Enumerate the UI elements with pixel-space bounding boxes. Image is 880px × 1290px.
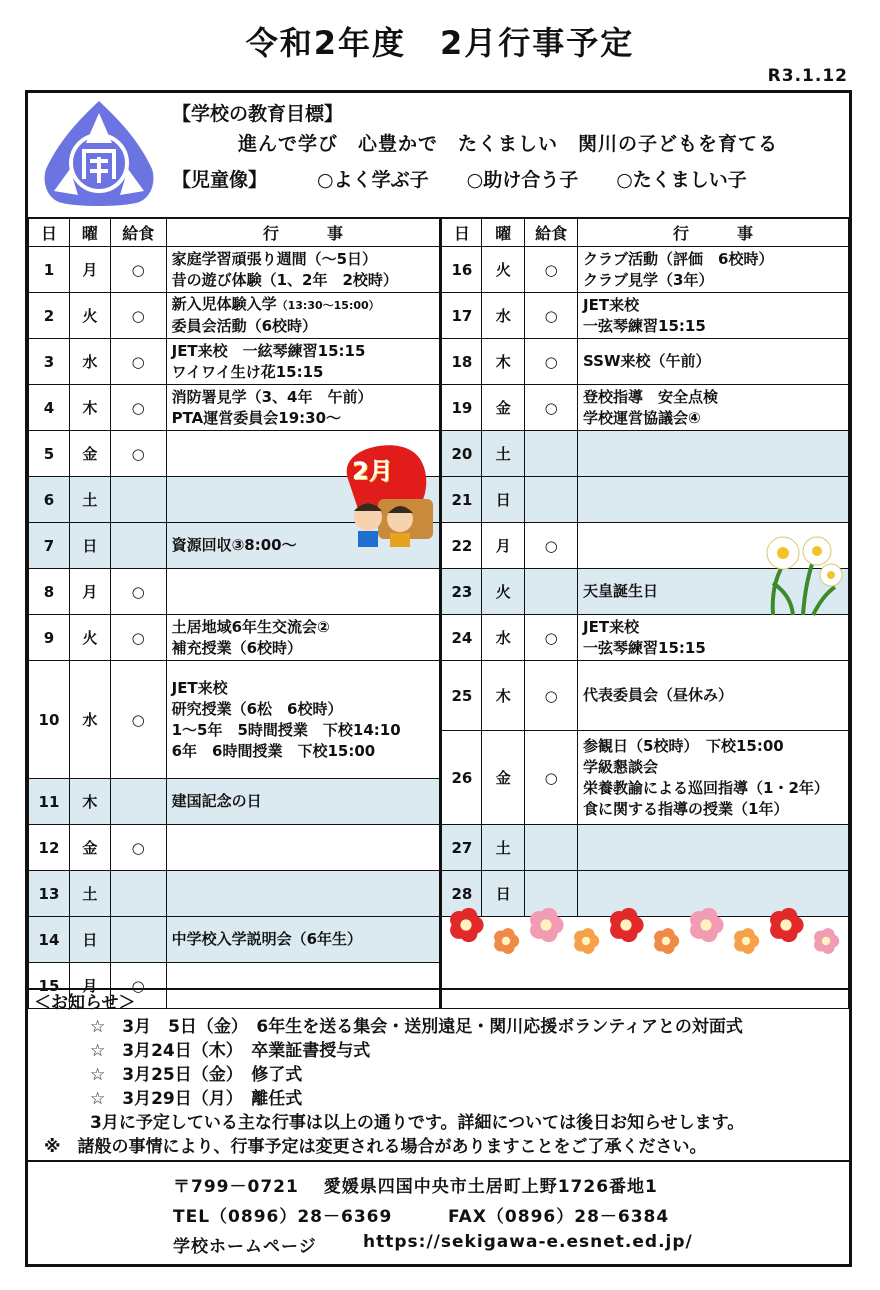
day-number: 21	[441, 477, 482, 523]
lunch-mark: ○	[110, 615, 166, 661]
weekday: 水	[482, 293, 525, 339]
table-row	[29, 431, 849, 477]
event-label: JET来校	[171, 678, 228, 697]
event-label: ワイワイ生け花15:15	[171, 362, 324, 381]
schedule-frame	[25, 90, 852, 1267]
event-label: SSW来校（午前）	[583, 352, 711, 370]
event-cell	[578, 247, 849, 293]
day-number: 20	[441, 431, 482, 477]
weekday: 金	[482, 385, 525, 431]
table-row	[29, 661, 849, 731]
event-text	[583, 249, 848, 270]
lunch-mark: ○	[110, 661, 166, 779]
lunch-mark: ○	[525, 247, 578, 293]
weekday: 火	[482, 247, 525, 293]
header-day: 日	[29, 218, 70, 247]
weekday: 木	[482, 339, 525, 385]
event-cell	[578, 385, 849, 431]
event-label: 学級懇談会	[583, 757, 659, 776]
event-label: JET来校	[583, 295, 640, 314]
event-label: 委員会活動（6校時）	[171, 317, 318, 335]
lunch-mark	[110, 477, 166, 523]
day-number: 5	[29, 431, 70, 477]
event-text	[583, 638, 848, 659]
plum-blossom-border-image	[448, 901, 846, 961]
weekday: 金	[69, 825, 110, 871]
day-number: 19	[441, 385, 482, 431]
day-number: 2	[29, 293, 70, 339]
event-cell	[578, 731, 849, 825]
table-header	[29, 218, 849, 247]
weekday: 木	[482, 661, 525, 731]
event-cell	[166, 615, 441, 661]
event-label: 補充授業（6校時）	[171, 638, 303, 657]
day-number: 1	[29, 247, 70, 293]
day-number: 11	[29, 779, 70, 825]
event-text	[583, 270, 848, 291]
day-number: 13	[29, 871, 70, 917]
lunch-mark	[525, 825, 578, 871]
lunch-mark: ○	[525, 615, 578, 661]
child-image-label: 【児童像】	[172, 169, 268, 191]
event-text	[583, 617, 848, 638]
calendar-table	[28, 217, 849, 1009]
table-row	[29, 569, 849, 615]
event-text	[172, 249, 440, 270]
event-label: 代表委員会（昼休み）	[583, 686, 734, 704]
event-text	[172, 929, 440, 950]
event-label: 家庭学習頑張り週間（～5日）	[171, 249, 378, 268]
goals-heading: 【学校の教育目標】	[172, 103, 344, 125]
weekday: 月	[69, 963, 110, 1009]
weekday: 木	[69, 385, 110, 431]
event-label: 資源回収③8:00～	[171, 536, 297, 554]
event-label: 消防署見学（3、4年 午前）	[171, 387, 373, 406]
event-text	[583, 685, 848, 706]
day-number: 3	[29, 339, 70, 385]
event-label: クラブ活動（評価 6校時）	[583, 249, 774, 268]
child-image-item: ○よく学ぶ子	[317, 169, 429, 191]
header-event: 行 事	[166, 218, 441, 247]
event-text	[172, 638, 440, 659]
lunch-mark: ○	[525, 293, 578, 339]
table-row	[29, 523, 849, 569]
event-label: JET来校	[583, 617, 640, 636]
page-title: 令和2年度 2月行事予定	[245, 24, 635, 62]
table-row	[29, 477, 849, 523]
notice-item: ☆ 3月 5日（金） 6年生を送る集会・送別遠足・関川応援ボランティアとの対面式	[90, 1017, 743, 1037]
event-cell	[578, 477, 849, 523]
child-image-row	[172, 165, 785, 192]
weekday: 水	[69, 661, 110, 779]
event-label: 一弦琴練習15:15	[583, 638, 706, 657]
event-cell	[166, 825, 441, 871]
school-emblem-icon	[40, 99, 158, 207]
event-label: JET来校 一絃琴練習15:15	[171, 341, 366, 360]
education-goals	[28, 93, 849, 219]
weekday: 金	[482, 731, 525, 825]
table-row	[29, 825, 849, 871]
event-label: PTA運営委員会19:30～	[171, 408, 342, 427]
event-text	[172, 678, 440, 699]
lunch-mark: ○	[110, 825, 166, 871]
day-number: 14	[29, 917, 70, 963]
event-label: 学校運営協議会④	[583, 408, 701, 427]
lunch-mark: ○	[525, 385, 578, 431]
weekday: 日	[69, 523, 110, 569]
day-number: 7	[29, 523, 70, 569]
weekday: 日	[482, 477, 525, 523]
event-text	[172, 617, 440, 638]
event-text	[172, 316, 440, 337]
event-text	[172, 741, 440, 762]
table-row	[29, 247, 849, 293]
day-number: 27	[441, 825, 482, 871]
homepage-label: 学校ホームページ	[173, 1237, 317, 1257]
event-text	[172, 720, 440, 741]
event-label: 建国記念の日	[171, 792, 262, 810]
day-number: 17	[441, 293, 482, 339]
event-label: 登校指導 安全点検	[583, 387, 719, 406]
notice-section	[28, 988, 849, 1162]
weekday: 木	[69, 779, 110, 825]
school-fax: FAX（0896）28－6384	[448, 1207, 670, 1227]
lunch-mark: ○	[525, 661, 578, 731]
event-label: 一弦琴練習15:15	[583, 316, 706, 335]
day-number: 26	[441, 731, 482, 825]
goals-statement: 進んで学び 心豊かで たくましい 関川の子どもを育てる	[238, 133, 779, 155]
event-cell	[578, 825, 849, 871]
event-text	[583, 295, 848, 316]
day-number: 28	[441, 871, 482, 917]
event-cell	[166, 569, 441, 615]
event-text	[583, 799, 848, 820]
event-label: クラブ見学（3年）	[583, 270, 714, 289]
header-event: 行 事	[578, 218, 849, 247]
weekday: 火	[69, 615, 110, 661]
event-cell	[166, 661, 441, 779]
notice-heading: ＜お知らせ＞	[34, 993, 136, 1013]
event-label: 栄養教諭による巡回指導（1・2年）	[583, 778, 829, 797]
day-number: 10	[29, 661, 70, 779]
lunch-mark: ○	[525, 339, 578, 385]
event-text	[583, 387, 848, 408]
child-image-item: ○助け合う子	[466, 169, 579, 191]
lunch-mark: ○	[110, 431, 166, 477]
notice-item: ☆ 3月24日（木） 卒業証書授与式	[90, 1041, 371, 1061]
lunch-mark: ○	[525, 731, 578, 825]
february-badge: 2月	[352, 457, 393, 485]
header-lunch: 給食	[525, 218, 578, 247]
lunch-mark: ○	[525, 523, 578, 569]
event-text	[172, 387, 440, 408]
weekday: 月	[69, 247, 110, 293]
weekday: 火	[69, 293, 110, 339]
lunch-mark: ○	[110, 339, 166, 385]
event-cell	[578, 293, 849, 339]
event-text	[583, 736, 848, 757]
table-row	[29, 339, 849, 385]
day-number: 25	[441, 661, 482, 731]
weekday: 土	[69, 477, 110, 523]
table-row	[29, 293, 849, 339]
notice-item: ☆ 3月25日（金） 修了式	[90, 1065, 303, 1085]
weekday: 土	[482, 825, 525, 871]
event-cell	[166, 247, 441, 293]
weekday: 月	[482, 523, 525, 569]
lunch-mark	[525, 569, 578, 615]
event-cell	[166, 385, 441, 431]
lunch-mark: ○	[110, 963, 166, 1009]
notice-caution: ※ 諸般の事情により、行事予定は変更される場合がありますことをご了承ください。	[44, 1137, 707, 1157]
weekday: 火	[482, 569, 525, 615]
event-cell	[166, 871, 441, 917]
event-cell	[578, 431, 849, 477]
event-text	[172, 294, 440, 316]
header-weekday: 曜	[69, 218, 110, 247]
notice-line: 3月に予定している主な行事は以上の通りです。詳細については後日お知らせします。	[90, 1113, 745, 1133]
event-cell	[166, 339, 441, 385]
event-text	[172, 362, 440, 383]
notice-item: ☆ 3月29日（月） 離任式	[90, 1089, 303, 1109]
school-address: 〒799－0721 愛媛県四国中央市土居町上野1726番地1	[173, 1177, 658, 1197]
issue-date: R3.1.12	[767, 66, 848, 86]
event-text	[583, 408, 848, 429]
weekday: 金	[69, 431, 110, 477]
event-label: 研究授業（6松 6校時）	[171, 699, 343, 718]
homepage-url[interactable]: https://sekigawa-e.esnet.ed.jp/	[363, 1232, 693, 1252]
weekday: 日	[482, 871, 525, 917]
day-number: 4	[29, 385, 70, 431]
day-number: 22	[441, 523, 482, 569]
event-text	[172, 341, 440, 362]
day-number: 23	[441, 569, 482, 615]
header-day: 日	[441, 218, 482, 247]
event-label: 6年 6時間授業 下校15:00	[171, 741, 376, 760]
lunch-mark	[110, 779, 166, 825]
weekday: 水	[482, 615, 525, 661]
day-number: 9	[29, 615, 70, 661]
event-text	[172, 791, 440, 812]
child-image-item: ○たくましい子	[616, 169, 747, 191]
lunch-mark: ○	[110, 293, 166, 339]
event-text	[583, 757, 848, 778]
weekday: 土	[69, 871, 110, 917]
event-text	[172, 699, 440, 720]
table-row	[29, 385, 849, 431]
day-number: 8	[29, 569, 70, 615]
event-label: 参観日（5校時） 下校15:00	[583, 736, 784, 755]
school-tel: TEL（0896）28－6369	[173, 1207, 393, 1227]
event-label: 天皇誕生日	[583, 582, 659, 600]
weekday: 土	[482, 431, 525, 477]
table-row	[29, 615, 849, 661]
day-number: 16	[441, 247, 482, 293]
lunch-mark: ○	[110, 385, 166, 431]
lunch-mark	[525, 431, 578, 477]
event-text	[583, 351, 848, 372]
weekday: 月	[69, 569, 110, 615]
event-label: 食に関する指導の授業（1年）	[583, 799, 789, 818]
lunch-mark	[525, 477, 578, 523]
weekday: 水	[69, 339, 110, 385]
event-note: （13:30～15:00）	[276, 299, 380, 312]
event-text	[172, 270, 440, 291]
header-lunch: 給食	[110, 218, 166, 247]
event-cell	[166, 917, 441, 963]
weekday: 日	[69, 917, 110, 963]
daffodil-image	[743, 525, 847, 617]
day-number: 18	[441, 339, 482, 385]
event-label: 土居地域6年生交流会②	[171, 617, 330, 636]
lunch-mark: ○	[110, 247, 166, 293]
event-cell	[578, 615, 849, 661]
event-label: 昔の遊び体験（1、2年 2校時）	[171, 270, 398, 289]
day-number: 12	[29, 825, 70, 871]
event-cell	[578, 661, 849, 731]
header-weekday: 曜	[482, 218, 525, 247]
february-mascot-image	[328, 439, 438, 551]
event-text	[583, 316, 848, 337]
event-label: 新入児体験入学	[171, 295, 277, 313]
lunch-mark: ○	[110, 569, 166, 615]
day-number: 24	[441, 615, 482, 661]
event-cell	[578, 339, 849, 385]
day-number: 15	[29, 963, 70, 1009]
event-cell	[166, 779, 441, 825]
event-label: 1～5年 5時間授業 下校14:10	[171, 720, 401, 739]
day-number: 6	[29, 477, 70, 523]
lunch-mark	[110, 523, 166, 569]
event-text	[172, 408, 440, 429]
event-label: 中学校入学説明会（6年生）	[171, 930, 363, 948]
event-text	[583, 778, 848, 799]
lunch-mark	[110, 871, 166, 917]
event-cell	[166, 293, 441, 339]
lunch-mark	[110, 917, 166, 963]
